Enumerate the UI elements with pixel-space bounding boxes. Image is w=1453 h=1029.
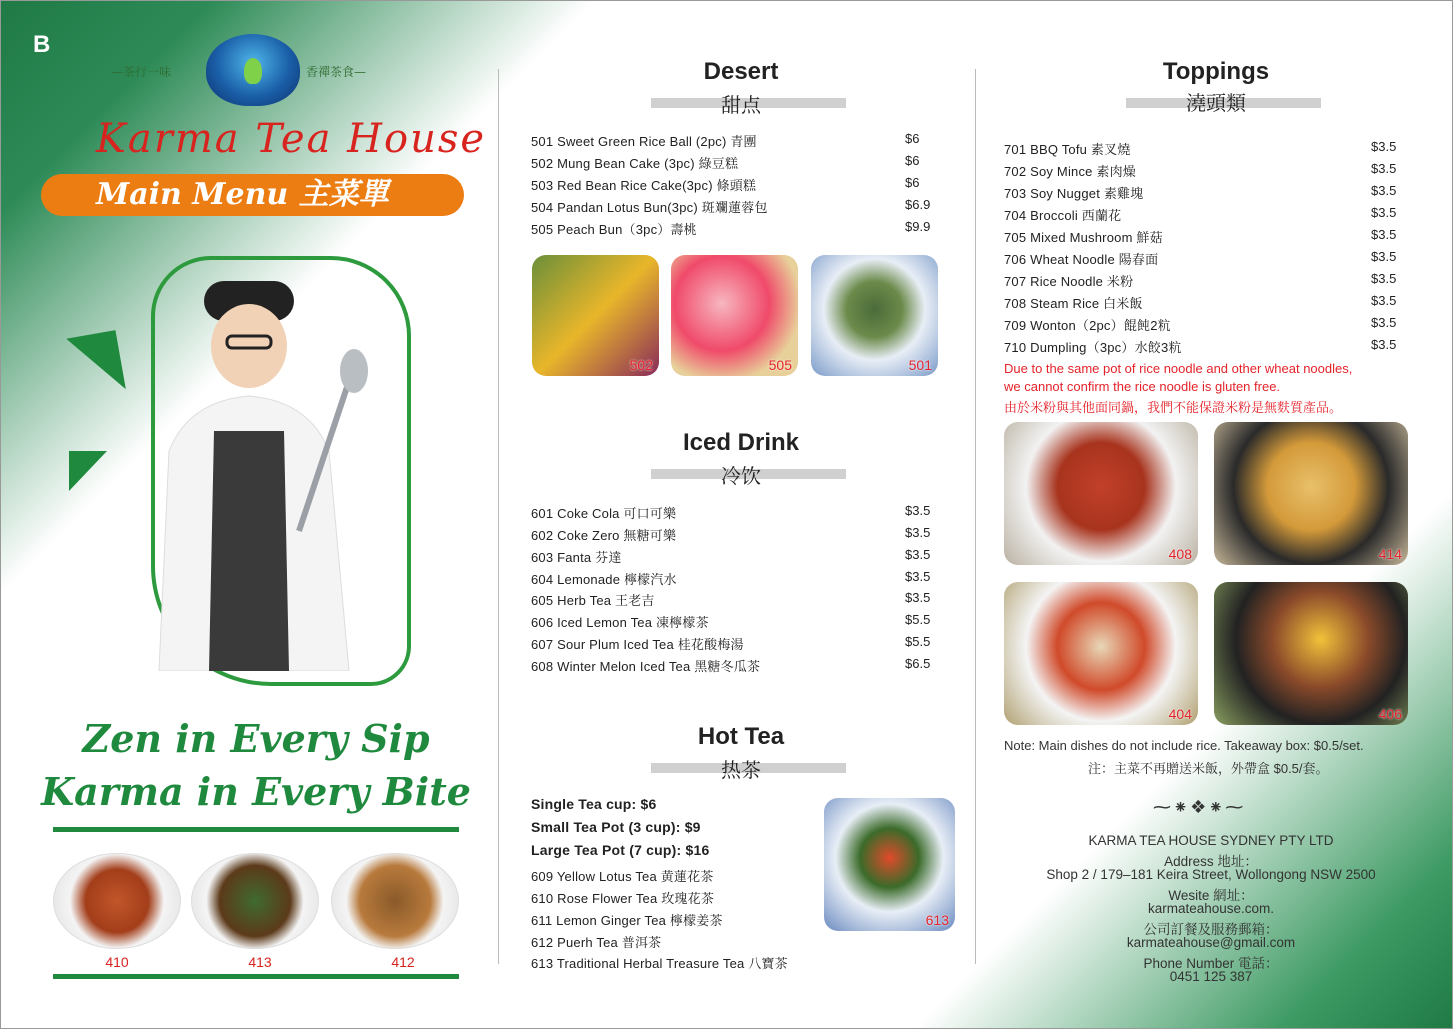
- dish-number: 412: [391, 954, 415, 970]
- photo-number: 502: [629, 357, 653, 373]
- website-label: Wesite 網址：: [1168, 888, 1254, 903]
- chef-photo: [149, 271, 389, 671]
- menu-item: 710 Dumpling（3pc）水餃3粇: [1004, 340, 1182, 355]
- menu-item: 703 Soy Nugget 素雞塊: [1004, 186, 1144, 201]
- item-price: $3.5: [1371, 161, 1397, 176]
- food-photo: [671, 255, 798, 376]
- food-photo: [1004, 582, 1198, 725]
- photo-number: 406: [1378, 706, 1402, 722]
- food-photo: [1214, 422, 1408, 565]
- item-price: $3.5: [1371, 227, 1397, 242]
- tea-bowl-logo: [206, 34, 300, 106]
- email-label: 公司訂餐及服務郵箱：: [1143, 922, 1279, 937]
- menu-item: 706 Wheat Noodle 陽春面: [1004, 252, 1159, 267]
- motto-line-1: Zen in Every Sip: [82, 716, 430, 761]
- item-price: $6: [905, 131, 920, 146]
- item-price: $3.5: [905, 503, 931, 518]
- gluten-warning: we cannot confirm the rice noodle is gluten free.: [1004, 379, 1281, 394]
- column-divider: [975, 69, 976, 964]
- menu-item: 704 Broccoli 西蘭花: [1004, 208, 1122, 223]
- menu-item: 505 Peach Bun（3pc）壽桃: [531, 222, 697, 237]
- menu-item: 502 Mung Bean Cake (3pc) 綠豆糕: [531, 156, 739, 171]
- divider-rule: [53, 827, 459, 832]
- hot-title: Hot Tea: [697, 723, 785, 750]
- item-price: $3.5: [1371, 139, 1397, 154]
- item-price: $6.9: [905, 197, 931, 212]
- photo-number: 613: [925, 912, 949, 928]
- item-price: $3.5: [1371, 249, 1397, 264]
- item-price: $9.9: [905, 219, 931, 234]
- item-price: $6.5: [905, 656, 931, 671]
- menu-item: 709 Wonton（2pc）餛飩2粇: [1004, 318, 1171, 333]
- gluten-warning: Due to the same pot of rice noodle and other wheat noodles,: [1004, 361, 1353, 376]
- dish-number: 410: [105, 954, 129, 970]
- menu-item: 606 Iced Lemon Tea 凍檸檬茶: [531, 615, 709, 630]
- menu-item: 610 Rose Flower Tea 玫瑰花茶: [531, 891, 715, 906]
- page-letter: B: [33, 31, 51, 58]
- menu-item: 601 Coke Cola 可口可樂: [531, 506, 677, 521]
- rice-note-cn: 注：主菜不再贈送米飯，外帶盒 $0.5/套。: [1088, 761, 1329, 776]
- toppings-title: Toppings: [1162, 58, 1270, 85]
- divider-rule: [53, 974, 459, 979]
- slogan-left: —茶行一味: [111, 65, 172, 79]
- menu-item: 707 Rice Noodle 米粉: [1004, 274, 1134, 289]
- address-label: Address 地址：: [1164, 854, 1258, 869]
- menu-item: 609 Yellow Lotus Tea 黄蓮花茶: [531, 869, 714, 884]
- menu-item: 708 Steam Rice 白米飯: [1004, 296, 1143, 311]
- item-price: $3.5: [1371, 183, 1397, 198]
- ornament-divider: ⁓⁕❖⁕⁓: [1153, 797, 1246, 817]
- company-name: KARMA TEA HOUSE SYDNEY PTY LTD: [1088, 833, 1334, 848]
- food-photo: [824, 798, 955, 931]
- food-photo: [811, 255, 938, 376]
- item-price: $3.5: [905, 547, 931, 562]
- photo-number: 404: [1168, 706, 1192, 722]
- photo-number: 414: [1378, 546, 1402, 562]
- address: Shop 2 / 179–181 Keira Street, Wollongong NSW 2500: [1046, 867, 1376, 882]
- dish-photo: [53, 853, 181, 949]
- decor-triangle: [66, 330, 126, 398]
- phone: 0451 125 387: [1169, 969, 1253, 984]
- email: karmateahouse@gmail.com: [1126, 935, 1296, 950]
- toppings-title-cn: 澆頭類: [1186, 93, 1246, 115]
- menu-item: 605 Herb Tea 王老吉: [531, 593, 655, 608]
- item-price: $3.5: [1371, 205, 1397, 220]
- item-price: $3.5: [905, 525, 931, 540]
- gluten-warning: 由於米粉與其他面同鍋，我們不能保證米粉是無麩質產品。: [1004, 400, 1343, 415]
- tea-price-line: Small Tea Pot (3 cup): $9: [531, 819, 701, 835]
- tea-price-line: Single Tea cup: $6: [531, 796, 657, 812]
- menu-item: 503 Red Bean Rice Cake(3pc) 條頭糕: [531, 178, 757, 193]
- item-price: $6: [905, 153, 920, 168]
- item-price: $3.5: [1371, 337, 1397, 352]
- menu-item: 608 Winter Melon Iced Tea 黑糖冬瓜茶: [531, 659, 761, 674]
- food-photo: [1004, 422, 1198, 565]
- item-price: $3.5: [905, 569, 931, 584]
- dish-photo: [191, 853, 319, 949]
- desert-title-cn: 甜点: [721, 95, 761, 117]
- hot-title-cn: 热茶: [721, 760, 761, 782]
- menu-item: 702 Soy Mince 素肉燥: [1004, 164, 1137, 179]
- tea-price-line: Large Tea Pot (7 cup): $16: [531, 842, 710, 858]
- menu-banner: Main Menu 主菜單: [41, 174, 464, 216]
- food-photo: [1214, 582, 1408, 725]
- column-divider: [498, 69, 499, 964]
- menu-item: 611 Lemon Ginger Tea 檸檬姜茶: [531, 913, 723, 928]
- motto-line-2: Karma in Every Bite: [41, 769, 471, 814]
- menu-item: 604 Lemonade 檸檬汽水: [531, 572, 677, 587]
- slogan-right: 香禪茶食—: [306, 65, 367, 79]
- desert-title: Desert: [703, 58, 779, 85]
- food-photo: [532, 255, 659, 376]
- menu-item: 504 Pandan Lotus Bun(3pc) 斑斕蓮蓉包: [531, 200, 768, 215]
- item-price: $5.5: [905, 634, 931, 649]
- menu-item: 705 Mixed Mushroom 鮮菇: [1004, 230, 1163, 245]
- menu-item: 501 Sweet Green Rice Ball (2pc) 青團: [531, 134, 757, 149]
- rice-note: Note: Main dishes do not include rice. Takeaway box: $0.5/set.: [1004, 738, 1364, 753]
- item-price: $6: [905, 175, 920, 190]
- dish-photo: [331, 853, 459, 949]
- iced-title: Iced Drink: [682, 429, 800, 456]
- menu-item: 613 Traditional Herbal Treasure Tea 八寶茶: [531, 956, 788, 971]
- menu-item: 701 BBQ Tofu 素叉燒: [1004, 142, 1131, 157]
- phone-label: Phone Number 電話：: [1143, 956, 1279, 971]
- item-price: $3.5: [1371, 293, 1397, 308]
- menu-item: 607 Sour Plum Iced Tea 桂花酸梅湯: [531, 637, 744, 652]
- item-price: $3.5: [905, 590, 931, 605]
- menu-item: 603 Fanta 芬達: [531, 550, 622, 565]
- website: karmateahouse.com.: [1147, 901, 1275, 916]
- photo-number: 408: [1168, 546, 1192, 562]
- item-price: $5.5: [905, 612, 931, 627]
- item-price: $3.5: [1371, 271, 1397, 286]
- menu-item: 602 Coke Zero 無糖可樂: [531, 528, 677, 543]
- photo-number: 501: [908, 357, 932, 373]
- photo-number: 505: [768, 357, 792, 373]
- item-price: $3.5: [1371, 315, 1397, 330]
- dish-number: 413: [248, 954, 272, 970]
- decor-triangle: [69, 451, 107, 491]
- menu-item: 612 Puerh Tea 普洱茶: [531, 935, 662, 950]
- brand-name: Karma Tea House: [96, 116, 487, 162]
- iced-title-cn: 冷饮: [721, 466, 761, 488]
